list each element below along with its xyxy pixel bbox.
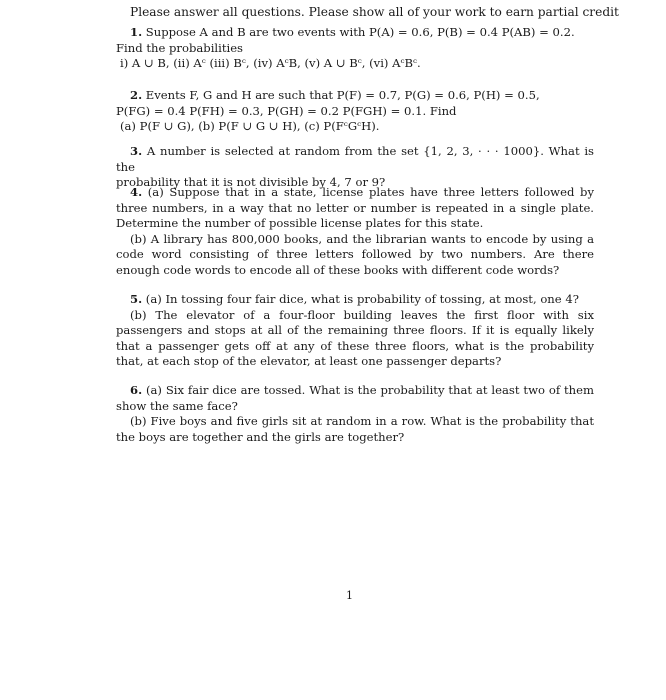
problem-4 — [116, 185, 594, 279]
problem-text: A number is selected at random from the set {1, 2, 3, · · · 1000}. What is the — [116, 144, 594, 174]
problem-4-part-b: (b) A library has 800,000 books, and the librarian wants to encode by using a code word consisting of three letters followed by two numbers. Are there enough code words to encode all of these books with different code words? — [116, 231, 594, 277]
problem-2 — [116, 88, 594, 135]
problem-text: Suppose A and B are two events with P(A) = 0.6, P(B) = 0.4 P(AB) = 0.2. — [145, 25, 575, 39]
problem-text: (a) In tossing four fair dice, what is probability of tossing, at most, one 4? — [145, 292, 579, 306]
problem-text: (a) Suppose that in a state, license plates have three letters followed by three numbers, in a way that no letter or number is repeated in a single plate. Determine the number of possible license plates for this state. — [116, 185, 595, 231]
problem-5 — [116, 292, 594, 370]
problem-1 — [116, 25, 594, 72]
page-number: 1 — [346, 589, 353, 602]
problem-2-line-2: P(FG) = 0.4 P(FH) = 0.3, P(GH) = 0.2 P(FGH) = 0.1. Find — [116, 103, 457, 118]
problem-3-statement — [116, 144, 594, 175]
problem-number: 1. — [130, 25, 143, 39]
problem-6 — [116, 383, 594, 445]
instructions-text: Please answer all questions. Please show all of your work to earn partial credit — [130, 5, 619, 19]
problem-5-part-a — [116, 292, 594, 308]
problem-6-part-a — [116, 383, 594, 414]
problem-number: 5. — [130, 292, 143, 306]
problem-2-statement — [116, 88, 594, 104]
problem-3-line-2: probability that it is not divisible by 4, 7 or 9? — [116, 175, 386, 190]
problem-text: (a) Six fair dice are tossed. What is the probability that at least two of them show the same face? — [116, 383, 594, 413]
problem-number: 4. — [130, 185, 143, 199]
problem-1-statement — [116, 25, 594, 41]
problem-1-parts: i) A ∪ B, (ii) Aᶜ (iii) Bᶜ, (iv) AᶜB, (v) A ∪ Bᶜ, (vi) AᶜBᶜ. — [120, 56, 421, 71]
problem-4-part-a — [116, 185, 594, 232]
problem-number: 3. — [130, 144, 143, 158]
problem-text: Events F, G and H are such that P(F) = 0.7, P(G) = 0.6, P(H) = 0.5, — [145, 88, 540, 102]
problem-2-parts: (a) P(F ∪ G), (b) P(F ∪ G ∪ H), (c) P(FᶜGᶜH). — [120, 119, 380, 134]
problem-6-part-b: (b) Five boys and five girls sit at random in a row. What is the probability that the boys are together and the girls are together? — [116, 414, 594, 444]
problem-number: 2. — [130, 88, 143, 102]
problem-3 — [116, 144, 594, 191]
problem-5-part-b: (b) The elevator of a four-floor building leaves the first floor with six passengers and stops at all of the remaining three floors. If it is equally likely that a passenger gets off at any of these three floors, what is the probability that, at each stop of the elevator, at least one passenger departs? — [116, 307, 594, 369]
problem-number: 6. — [130, 383, 143, 397]
problem-1-line-2: Find the probabilities — [116, 40, 243, 55]
